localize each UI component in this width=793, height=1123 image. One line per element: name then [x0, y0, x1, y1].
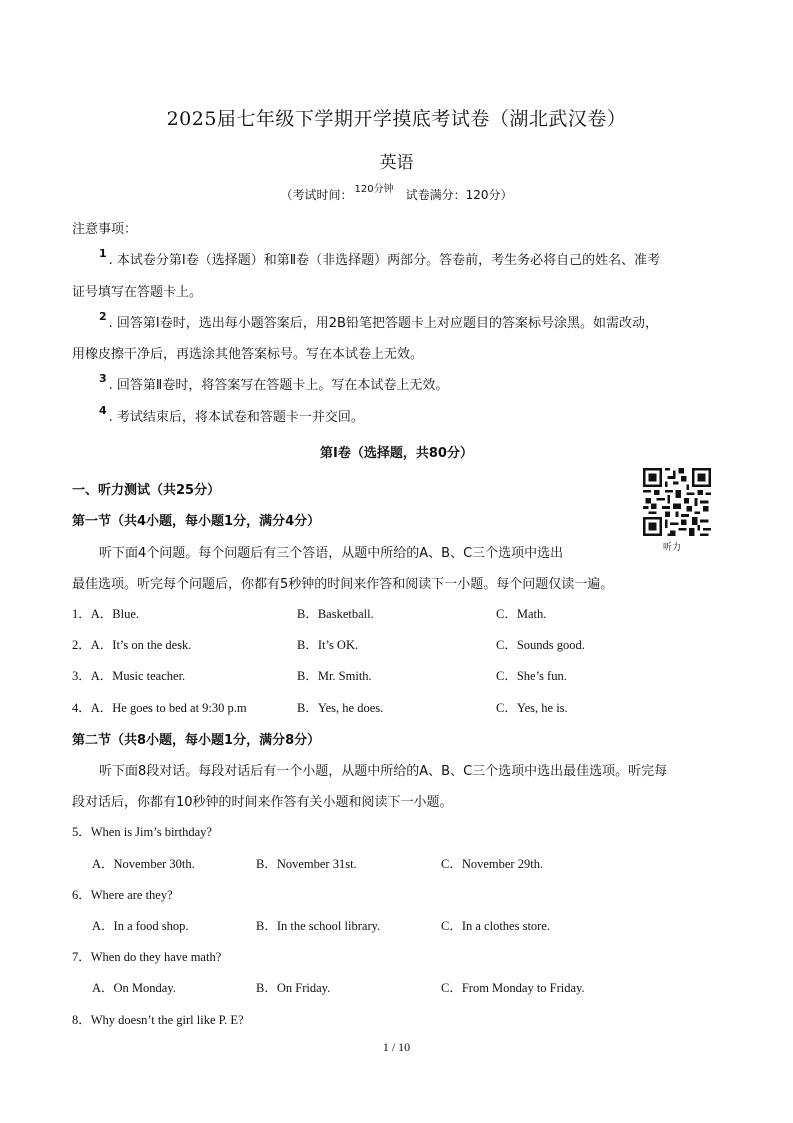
option-b: B．November 31st.	[256, 857, 357, 871]
note-text: . 本试卷分第Ⅰ卷（选择题）和第Ⅱ卷（非选择题）两部分。答卷前，考生务必将自己的姓名、准考	[108, 253, 661, 268]
time-value: 120分钟	[354, 184, 394, 195]
sub2-instruction: 听下面8段对话。每段对话后有一个小题，从题中所给的A、B、C三个选项中选出最佳选项。听完每	[99, 764, 668, 779]
note-number: 3	[99, 372, 107, 385]
question-stem: 8．Why doesn’t the girl like P. E?	[72, 1013, 244, 1027]
question-stem: 7．When do they have math?	[72, 950, 222, 964]
notes-heading: 注意事项：	[72, 222, 138, 237]
page-number: 1 / 10	[382, 1040, 411, 1054]
note-text: . 回答第Ⅰ卷时，选出每小题答案后，用2B铅笔把答题卡上对应题目的答案标号涂黑。如需改动，	[108, 316, 658, 331]
score-label: 试卷满分：120分）	[405, 188, 513, 202]
option-a: 2．A．It’s on the desk.	[72, 638, 192, 652]
sub1-title: 第一节（共4小题，每小题1分，满分4分）	[72, 514, 321, 529]
note-text: . 考试结束后，将本试卷和答题卡一并交回。	[108, 410, 364, 425]
sub2-title: 第二节（共8小题，每小题1分，满分8分）	[72, 733, 321, 748]
option-c: C．Sounds good.	[496, 638, 585, 652]
option-c: C．In a clothes store.	[441, 919, 551, 933]
sub1-instruction: 听下面4个问题。每个问题后有三个答语，从题中所给的A、B、C三个选项中选出	[99, 546, 564, 561]
qr-code-icon	[643, 468, 711, 536]
option-a: 4．A．He goes to bed at 9:30 p.m	[72, 701, 247, 715]
note-item-2	[99, 312, 658, 331]
exam-meta	[0, 186, 793, 203]
option-b: B．On Friday.	[256, 981, 331, 995]
subject-heading: 英语	[379, 153, 414, 173]
part1-title: 第Ⅰ卷（选择题，共80分）	[320, 446, 473, 461]
option-c: C．She’s fun.	[496, 669, 567, 683]
option-a: A．On Monday.	[92, 981, 176, 995]
note-item-2-cont: 用橡皮擦干净后，再选涂其他答案标号。写在本试卷上无效。	[72, 347, 424, 362]
option-b: B．In the school library.	[256, 919, 381, 933]
question-stem: 5．When is Jim’s birthday?	[72, 825, 212, 839]
time-label: （考试时间：	[280, 188, 353, 202]
option-a: 3．A．Music teacher.	[72, 669, 186, 683]
note-item-4	[99, 406, 364, 425]
note-text: . 回答第Ⅱ卷时，将答案写在答题卡上。写在本试卷上无效。	[108, 378, 449, 393]
exam-title: 2025届七年级下学期开学摸底考试卷（湖北武汉卷）	[166, 108, 627, 130]
note-item-1-cont: 证号填写在答题卡上。	[72, 285, 203, 300]
option-a: 1．A．Blue.	[72, 607, 140, 621]
option-b: B．It’s OK.	[297, 638, 359, 652]
option-c: C．Math.	[496, 607, 547, 621]
note-number: 1	[99, 247, 107, 260]
note-number: 2	[99, 310, 107, 323]
option-c: C．November 29th.	[441, 857, 544, 871]
sub2-instruction-cont: 段对话后，你都有10秒钟的时间来作答有关小题和阅读下一小题。	[72, 795, 453, 810]
qr-label: 听力	[663, 543, 682, 553]
section1-title: 一、听力测试（共25分）	[72, 483, 221, 498]
sub1-instruction-cont: 最佳选项。听完每个问题后，你都有5秒钟的时间来作答和阅读下一小题。每个问题仅读一遍。	[72, 577, 614, 592]
note-item-1	[99, 249, 660, 268]
option-b: B．Yes, he does.	[297, 701, 384, 715]
option-b: B．Mr. Smith.	[297, 669, 372, 683]
note-number: 4	[99, 404, 107, 417]
option-a: A．November 30th.	[92, 857, 195, 871]
option-a: A．In a food shop.	[92, 919, 189, 933]
option-b: B．Basketball.	[297, 607, 374, 621]
note-item-3	[99, 374, 448, 393]
option-c: C．From Monday to Friday.	[441, 981, 585, 995]
question-stem: 6．Where are they?	[72, 888, 173, 902]
option-c: C．Yes, he is.	[496, 701, 568, 715]
